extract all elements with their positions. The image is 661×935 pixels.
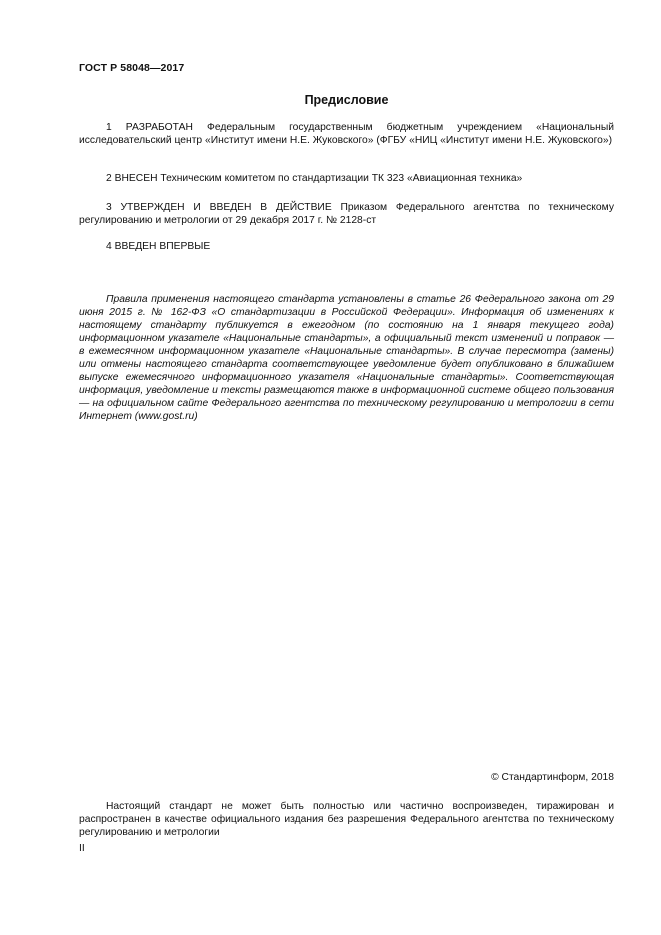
standard-code-header: ГОСТ Р 58048—2017 (79, 62, 185, 74)
paragraph-introduced-by: 2 ВНЕСЕН Техническим комитетом по стандартизации ТК 323 «Авиационная техника» (106, 173, 523, 184)
paragraph-approved: 3 УТВЕРЖДЕН И ВВЕДЕН В ДЕЙСТВИЕ Приказом Федерального агентства по техническому регулированию и метрологии от 29 декабря 2017 г. № 2128-ст (79, 202, 614, 226)
paragraph-first-introduced: 4 ВВЕДЕН ВПЕРВЫЕ (106, 241, 211, 252)
section-title: Предисловие (304, 93, 389, 107)
page-number: II (79, 843, 85, 854)
paragraph-developed-by: 1 РАЗРАБОТАН Федеральным государственным бюджетным учреждением «Национальный исследовательский центр «Институт имени Н.Е. Жуковского» (ФГБУ «НИЦ «Институт имени Н.Е. Жуковского») (79, 122, 614, 146)
reproduction-rights-notice: Настоящий стандарт не может быть полностью или частично воспроизведен, тиражирован и распространен в качестве официального издания без разрешения Федерального агентства по техническому регулированию и метрологии (79, 801, 614, 838)
copyright-notice: © Стандартинформ, 2018 (491, 772, 614, 783)
rules-application-note: Правила применения настоящего стандарта установлены в статье 26 Федерального закона от 29 июня 2015 г. № 162-ФЗ «О стандартизации в Российской Федерации». Информация об изменениях к настоящему стандарту публикуется в ежегодном (по состоянию на 1 января текущего года) информационном указателе «Национальные стандарты», а официальный текст изменений и поправок — в ежемесячном информационном указателе «Национальные стандарты». В случае пересмотра (замены) или отмены настоящего стандарта соответствующее уведомление будет опубликовано в ближайшем выпуске ежемесячного информационного указателя «Национальные стандарты». Соответствующая информация, уведомление и тексты размещаются также в информационной системе общего пользования — на официальном сайте Федерального агентства по техническому регулированию и метрологии в сети Интернет (www.gost.ru) (79, 294, 614, 422)
